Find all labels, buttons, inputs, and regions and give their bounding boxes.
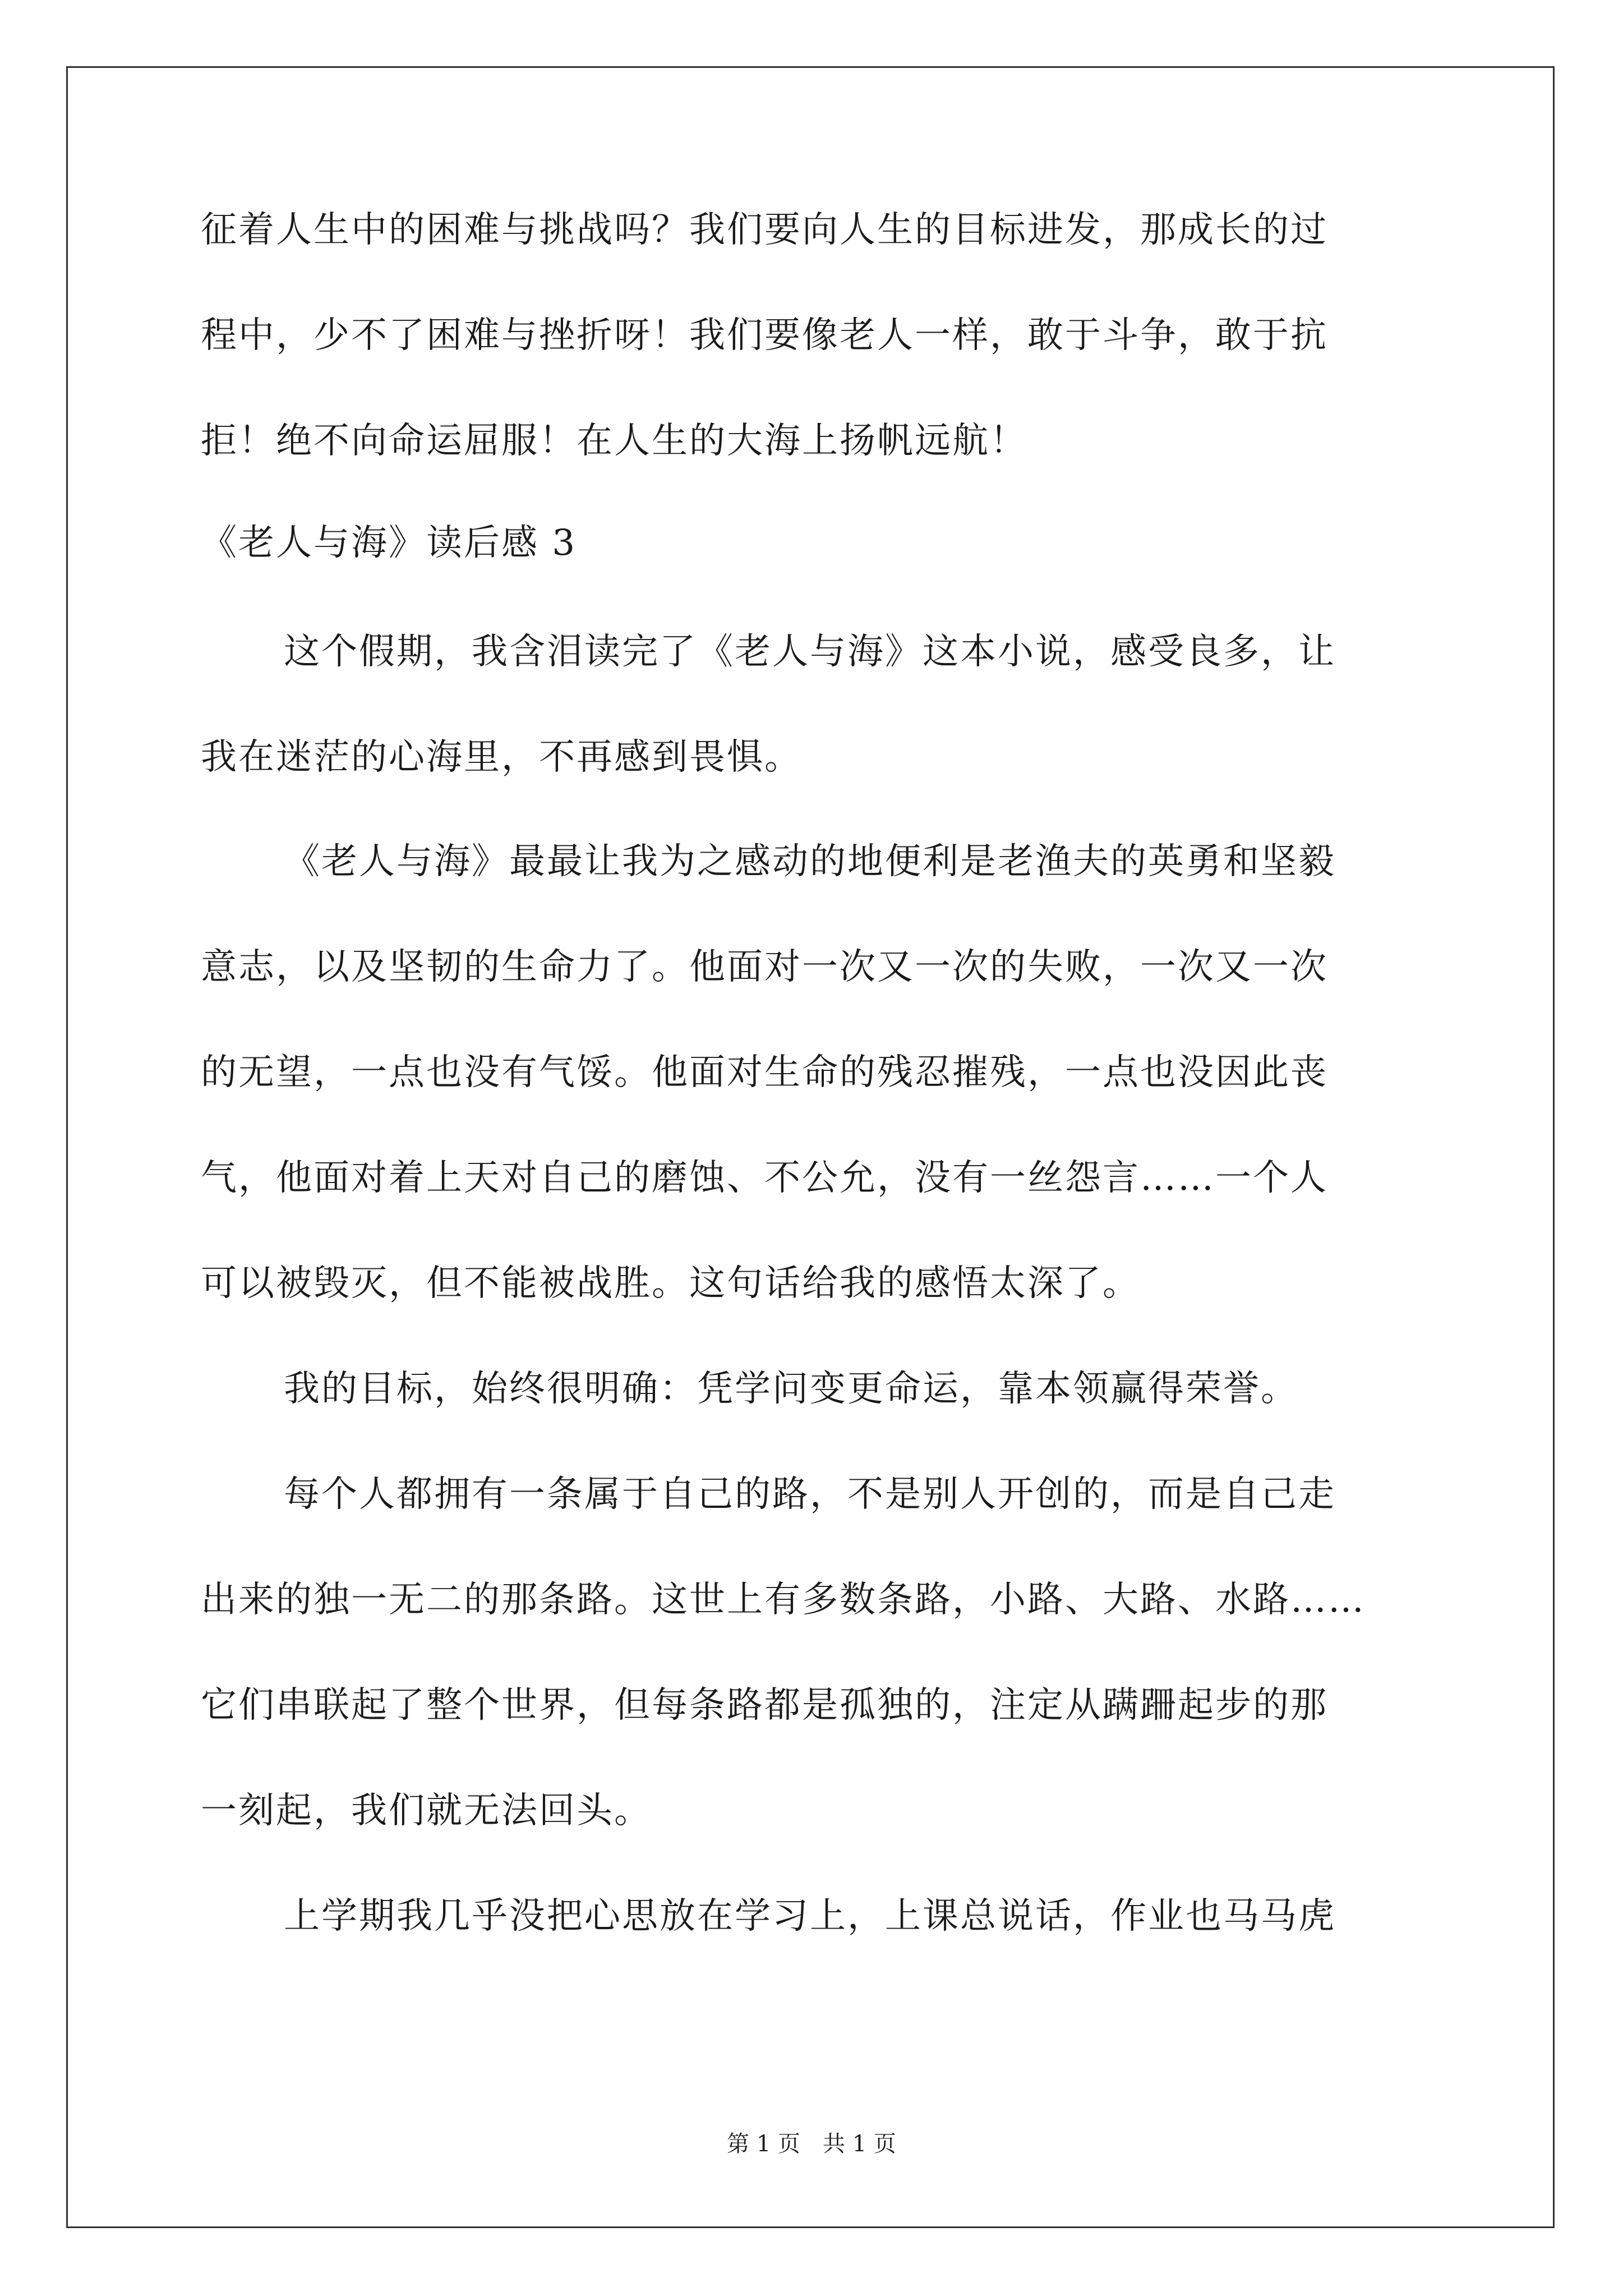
paragraph-first-line: 这个假期，我含泪读完了《老人与海》这本小说，感受良多，让 [284, 631, 1336, 673]
text-line: 程中，少不了困难与挫折呀！我们要像老人一样，敢于斗争，敢于抗 [201, 315, 1328, 356]
text-line: 出来的独一无二的那条路。这世上有多数条路，小路、大路、水路…… [201, 1579, 1366, 1621]
text-line: 我在迷茫的心海里，不再感到畏惧。 [201, 737, 802, 778]
text-line: 的无望，一点也没有气馁。他面对生命的残忍摧残，一点也没因此丧 [201, 1052, 1328, 1093]
text-line: 拒！绝不向命运屈服！在人生的大海上扬帆远航！ [201, 420, 1027, 462]
text-line: 征着人生中的困难与挑战吗？我们要向人生的目标进发，那成长的过 [201, 209, 1328, 251]
text-line: 可以被毁灭，但不能被战胜。这句话给我的感悟太深了。 [201, 1263, 1140, 1304]
section-heading: 《老人与海》读后感 3 [201, 522, 577, 564]
text-line: 一刻起，我们就无法回头。 [201, 1790, 652, 1832]
text-line: 气，他面对着上天对自己的磨蚀、不公允，没有一丝怨言……一个人 [201, 1157, 1328, 1199]
paragraph-first-line: 我的目标，始终很明确：凭学问变更命运，靠本领赢得荣誉。 [284, 1368, 1298, 1410]
paragraph-first-line: 《老人与海》最最让我为之感动的地便利是老渔夫的英勇和坚毅 [284, 841, 1336, 882]
text-line: 它们串联起了整个世界，但每条路都是孤独的，注定从蹒跚起步的那 [201, 1685, 1328, 1726]
page-number-footer: 第 1 页 共 1 页 [727, 2131, 896, 2157]
text-line: 意志，以及坚韧的生命力了。他面对一次又一次的失败，一次又一次 [201, 946, 1328, 988]
paragraph-first-line: 每个人都拥有一条属于自己的路，不是别人开创的，而是自己走 [284, 1474, 1336, 1515]
paragraph-first-line: 上学期我几乎没把心思放在学习上，上课总说话，作业也马马虎 [284, 1895, 1336, 1937]
